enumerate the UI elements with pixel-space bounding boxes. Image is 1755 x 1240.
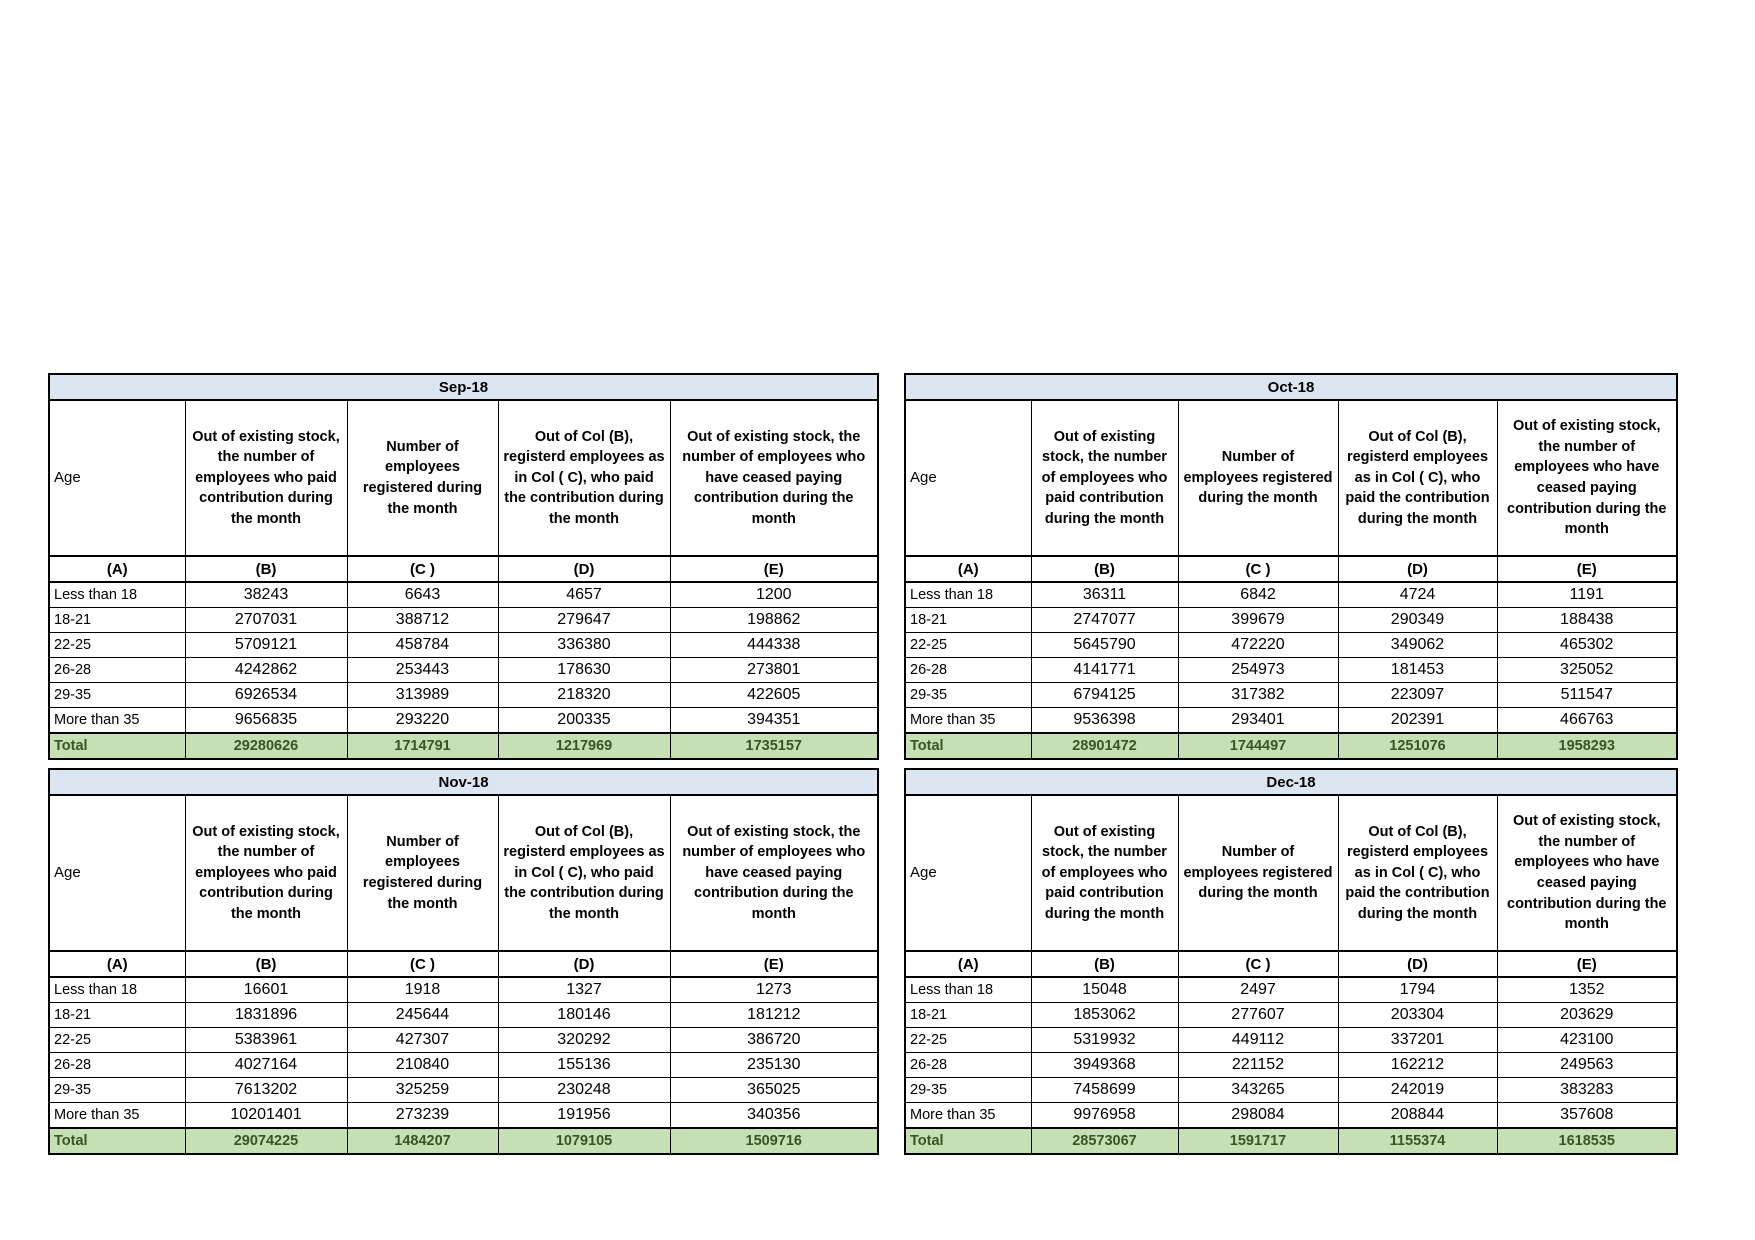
data-cell: 242019 <box>1338 1078 1497 1103</box>
col-e-header: Out of existing stock, the number of employees who have ceased paying contribution during the month <box>670 795 878 951</box>
data-cell: 221152 <box>1178 1053 1338 1078</box>
data-cell: 1831896 <box>185 1003 347 1028</box>
table-row <box>49 608 878 633</box>
data-cell: 4027164 <box>185 1053 347 1078</box>
data-cell: 36311 <box>1031 582 1178 608</box>
data-cell: 293401 <box>1178 708 1338 734</box>
table-row <box>905 658 1677 683</box>
total-row <box>905 1128 1677 1154</box>
age-label: 29-35 <box>49 1078 185 1103</box>
table-title: Oct-18 <box>905 374 1677 400</box>
data-cell: 6926534 <box>185 683 347 708</box>
table-row <box>49 1053 878 1078</box>
age-label: 29-35 <box>905 683 1031 708</box>
data-cell: 336380 <box>498 633 670 658</box>
column-letter: (C ) <box>1178 556 1338 582</box>
data-cell: 203304 <box>1338 1003 1497 1028</box>
data-cell: 1918 <box>347 977 498 1003</box>
data-cell: 1191 <box>1497 582 1677 608</box>
data-cell: 458784 <box>347 633 498 658</box>
data-cell: 253443 <box>347 658 498 683</box>
age-label: 18-21 <box>905 608 1031 633</box>
data-cell: 349062 <box>1338 633 1497 658</box>
data-cell: 511547 <box>1497 683 1677 708</box>
data-cell: 427307 <box>347 1028 498 1053</box>
column-letter: (A) <box>905 556 1031 582</box>
total-cell: 1958293 <box>1497 733 1677 759</box>
age-column-header: Age <box>49 795 185 951</box>
col-c-header: Number of employees registered during the month <box>1178 400 1338 556</box>
data-cell: 6643 <box>347 582 498 608</box>
col-d-header: Out of Col (B), registerd employees as in Col ( C), who paid the contribution during the month <box>498 400 670 556</box>
age-column-header: Age <box>905 400 1031 556</box>
data-cell: 472220 <box>1178 633 1338 658</box>
total-label: Total <box>49 1128 185 1154</box>
table-row <box>49 683 878 708</box>
data-cell: 337201 <box>1338 1028 1497 1053</box>
data-cell: 180146 <box>498 1003 670 1028</box>
data-cell: 317382 <box>1178 683 1338 708</box>
data-cell: 162212 <box>1338 1053 1497 1078</box>
age-label: 22-25 <box>905 633 1031 658</box>
data-cell: 313989 <box>347 683 498 708</box>
month-table <box>48 373 879 760</box>
total-label: Total <box>49 733 185 759</box>
data-cell: 1794 <box>1338 977 1497 1003</box>
data-cell: 9656835 <box>185 708 347 734</box>
column-letter: (E) <box>1497 556 1677 582</box>
age-label: 18-21 <box>49 608 185 633</box>
data-cell: 230248 <box>498 1078 670 1103</box>
column-letter: (D) <box>498 951 670 977</box>
age-label: 22-25 <box>49 1028 185 1053</box>
data-cell: 388712 <box>347 608 498 633</box>
total-cell: 1591717 <box>1178 1128 1338 1154</box>
age-column-header: Age <box>49 400 185 556</box>
data-cell: 4141771 <box>1031 658 1178 683</box>
data-cell: 444338 <box>670 633 878 658</box>
data-cell: 203629 <box>1497 1003 1677 1028</box>
data-cell: 181453 <box>1338 658 1497 683</box>
table-row <box>905 1053 1677 1078</box>
column-letter: (C ) <box>347 556 498 582</box>
data-cell: 38243 <box>185 582 347 608</box>
data-cell: 191956 <box>498 1103 670 1129</box>
total-cell: 1251076 <box>1338 733 1497 759</box>
column-letter: (B) <box>185 556 347 582</box>
data-cell: 200335 <box>498 708 670 734</box>
age-label: 22-25 <box>905 1028 1031 1053</box>
col-c-header: Number of employees registered during the month <box>347 795 498 951</box>
col-b-header: Out of existing stock, the number of employees who paid contribution during the month <box>185 795 347 951</box>
data-cell: 365025 <box>670 1078 878 1103</box>
column-letter: (A) <box>49 556 185 582</box>
age-label: 29-35 <box>49 683 185 708</box>
data-cell: 1352 <box>1497 977 1677 1003</box>
col-b-header: Out of existing stock, the number of employees who paid contribution during the month <box>1031 400 1178 556</box>
age-label: 18-21 <box>905 1003 1031 1028</box>
total-cell: 1509716 <box>670 1128 878 1154</box>
column-letter: (E) <box>1497 951 1677 977</box>
table-row <box>49 633 878 658</box>
table-row <box>49 1103 878 1129</box>
total-cell: 1155374 <box>1338 1128 1497 1154</box>
table-row <box>49 1028 878 1053</box>
column-letter: (E) <box>670 951 878 977</box>
age-label: 26-28 <box>49 658 185 683</box>
data-cell: 277607 <box>1178 1003 1338 1028</box>
data-cell: 394351 <box>670 708 878 734</box>
data-cell: 5645790 <box>1031 633 1178 658</box>
data-cell: 2747077 <box>1031 608 1178 633</box>
data-cell: 6794125 <box>1031 683 1178 708</box>
table-title: Sep-18 <box>49 374 878 400</box>
table-row <box>49 582 878 608</box>
data-cell: 5383961 <box>185 1028 347 1053</box>
data-cell: 423100 <box>1497 1028 1677 1053</box>
data-cell: 218320 <box>498 683 670 708</box>
age-label: Less than 18 <box>905 582 1031 608</box>
table-row <box>905 582 1677 608</box>
data-cell: 1273 <box>670 977 878 1003</box>
data-cell: 383283 <box>1497 1078 1677 1103</box>
data-cell: 386720 <box>670 1028 878 1053</box>
table-row <box>905 1103 1677 1129</box>
column-letter: (A) <box>49 951 185 977</box>
col-e-header: Out of existing stock, the number of employees who have ceased paying contribution during the month <box>1497 400 1677 556</box>
data-cell: 208844 <box>1338 1103 1497 1129</box>
table-row <box>905 1003 1677 1028</box>
data-cell: 6842 <box>1178 582 1338 608</box>
data-cell: 320292 <box>498 1028 670 1053</box>
table-row <box>49 658 878 683</box>
data-cell: 178630 <box>498 658 670 683</box>
data-cell: 245644 <box>347 1003 498 1028</box>
col-c-header: Number of employees registered during the month <box>1178 795 1338 951</box>
col-d-header: Out of Col (B), registerd employees as in Col ( C), who paid the contribution during the month <box>1338 795 1497 951</box>
total-cell: 1484207 <box>347 1128 498 1154</box>
age-label: More than 35 <box>905 708 1031 734</box>
column-letter: (E) <box>670 556 878 582</box>
data-cell: 4724 <box>1338 582 1497 608</box>
data-cell: 223097 <box>1338 683 1497 708</box>
column-letter: (A) <box>905 951 1031 977</box>
data-cell: 466763 <box>1497 708 1677 734</box>
data-cell: 198862 <box>670 608 878 633</box>
total-cell: 1735157 <box>670 733 878 759</box>
col-b-header: Out of existing stock, the number of employees who paid contribution during the month <box>185 400 347 556</box>
data-cell: 235130 <box>670 1053 878 1078</box>
data-cell: 325052 <box>1497 658 1677 683</box>
col-e-header: Out of existing stock, the number of employees who have ceased paying contribution during the month <box>670 400 878 556</box>
data-cell: 188438 <box>1497 608 1677 633</box>
total-row <box>49 733 878 759</box>
column-letter: (C ) <box>347 951 498 977</box>
data-cell: 249563 <box>1497 1053 1677 1078</box>
age-label: Less than 18 <box>49 582 185 608</box>
age-label: More than 35 <box>905 1103 1031 1129</box>
table-row <box>905 683 1677 708</box>
age-label: Less than 18 <box>905 977 1031 1003</box>
age-label: More than 35 <box>49 1103 185 1129</box>
data-cell: 9536398 <box>1031 708 1178 734</box>
data-cell: 273239 <box>347 1103 498 1129</box>
data-cell: 1853062 <box>1031 1003 1178 1028</box>
data-cell: 7613202 <box>185 1078 347 1103</box>
data-cell: 5319932 <box>1031 1028 1178 1053</box>
data-cell: 7458699 <box>1031 1078 1178 1103</box>
data-cell: 210840 <box>347 1053 498 1078</box>
total-cell: 1217969 <box>498 733 670 759</box>
total-cell: 1714791 <box>347 733 498 759</box>
column-letter: (D) <box>1338 951 1497 977</box>
data-cell: 1200 <box>670 582 878 608</box>
age-label: 18-21 <box>49 1003 185 1028</box>
data-cell: 357608 <box>1497 1103 1677 1129</box>
column-letter: (D) <box>1338 556 1497 582</box>
column-letter: (D) <box>498 556 670 582</box>
table-row <box>905 633 1677 658</box>
col-d-header: Out of Col (B), registerd employees as in Col ( C), who paid the contribution during the month <box>1338 400 1497 556</box>
data-cell: 1327 <box>498 977 670 1003</box>
table-row <box>905 1028 1677 1053</box>
total-cell: 28573067 <box>1031 1128 1178 1154</box>
data-cell: 4657 <box>498 582 670 608</box>
data-cell: 3949368 <box>1031 1053 1178 1078</box>
data-cell: 155136 <box>498 1053 670 1078</box>
data-cell: 15048 <box>1031 977 1178 1003</box>
table-row <box>49 1078 878 1103</box>
total-row <box>905 733 1677 759</box>
data-cell: 9976958 <box>1031 1103 1178 1129</box>
data-cell: 2707031 <box>185 608 347 633</box>
age-label: 26-28 <box>905 658 1031 683</box>
data-cell: 290349 <box>1338 608 1497 633</box>
total-cell: 1079105 <box>498 1128 670 1154</box>
total-label: Total <box>905 1128 1031 1154</box>
total-row <box>49 1128 878 1154</box>
data-cell: 10201401 <box>185 1103 347 1129</box>
age-label: 26-28 <box>49 1053 185 1078</box>
data-cell: 181212 <box>670 1003 878 1028</box>
table-row <box>49 1003 878 1028</box>
data-cell: 399679 <box>1178 608 1338 633</box>
data-cell: 298084 <box>1178 1103 1338 1129</box>
data-cell: 202391 <box>1338 708 1497 734</box>
age-label: 26-28 <box>905 1053 1031 1078</box>
month-table <box>48 768 879 1155</box>
data-cell: 16601 <box>185 977 347 1003</box>
data-cell: 2497 <box>1178 977 1338 1003</box>
col-e-header: Out of existing stock, the number of employees who have ceased paying contribution during the month <box>1497 795 1677 951</box>
table-row <box>905 608 1677 633</box>
month-table <box>904 373 1678 760</box>
data-cell: 343265 <box>1178 1078 1338 1103</box>
col-d-header: Out of Col (B), registerd employees as in Col ( C), who paid the contribution during the month <box>498 795 670 951</box>
total-cell: 29280626 <box>185 733 347 759</box>
table-title: Nov-18 <box>49 769 878 795</box>
data-cell: 293220 <box>347 708 498 734</box>
column-letter: (B) <box>1031 951 1178 977</box>
table-row <box>905 708 1677 734</box>
age-label: Less than 18 <box>49 977 185 1003</box>
data-cell: 465302 <box>1497 633 1677 658</box>
data-cell: 279647 <box>498 608 670 633</box>
column-letter: (C ) <box>1178 951 1338 977</box>
table-title: Dec-18 <box>905 769 1677 795</box>
age-label: More than 35 <box>49 708 185 734</box>
age-label: 22-25 <box>49 633 185 658</box>
total-cell: 1744497 <box>1178 733 1338 759</box>
column-letter: (B) <box>185 951 347 977</box>
data-cell: 449112 <box>1178 1028 1338 1053</box>
total-cell: 28901472 <box>1031 733 1178 759</box>
data-cell: 422605 <box>670 683 878 708</box>
data-cell: 273801 <box>670 658 878 683</box>
age-column-header: Age <box>905 795 1031 951</box>
data-cell: 4242862 <box>185 658 347 683</box>
table-row <box>905 977 1677 1003</box>
data-cell: 325259 <box>347 1078 498 1103</box>
total-cell: 29074225 <box>185 1128 347 1154</box>
column-letter: (B) <box>1031 556 1178 582</box>
table-row <box>49 708 878 734</box>
age-label: 29-35 <box>905 1078 1031 1103</box>
data-cell: 254973 <box>1178 658 1338 683</box>
month-table <box>904 768 1678 1155</box>
data-cell: 340356 <box>670 1103 878 1129</box>
total-label: Total <box>905 733 1031 759</box>
total-cell: 1618535 <box>1497 1128 1677 1154</box>
table-row <box>905 1078 1677 1103</box>
col-c-header: Number of employees registered during the month <box>347 400 498 556</box>
table-row <box>49 977 878 1003</box>
col-b-header: Out of existing stock, the number of employees who paid contribution during the month <box>1031 795 1178 951</box>
data-cell: 5709121 <box>185 633 347 658</box>
